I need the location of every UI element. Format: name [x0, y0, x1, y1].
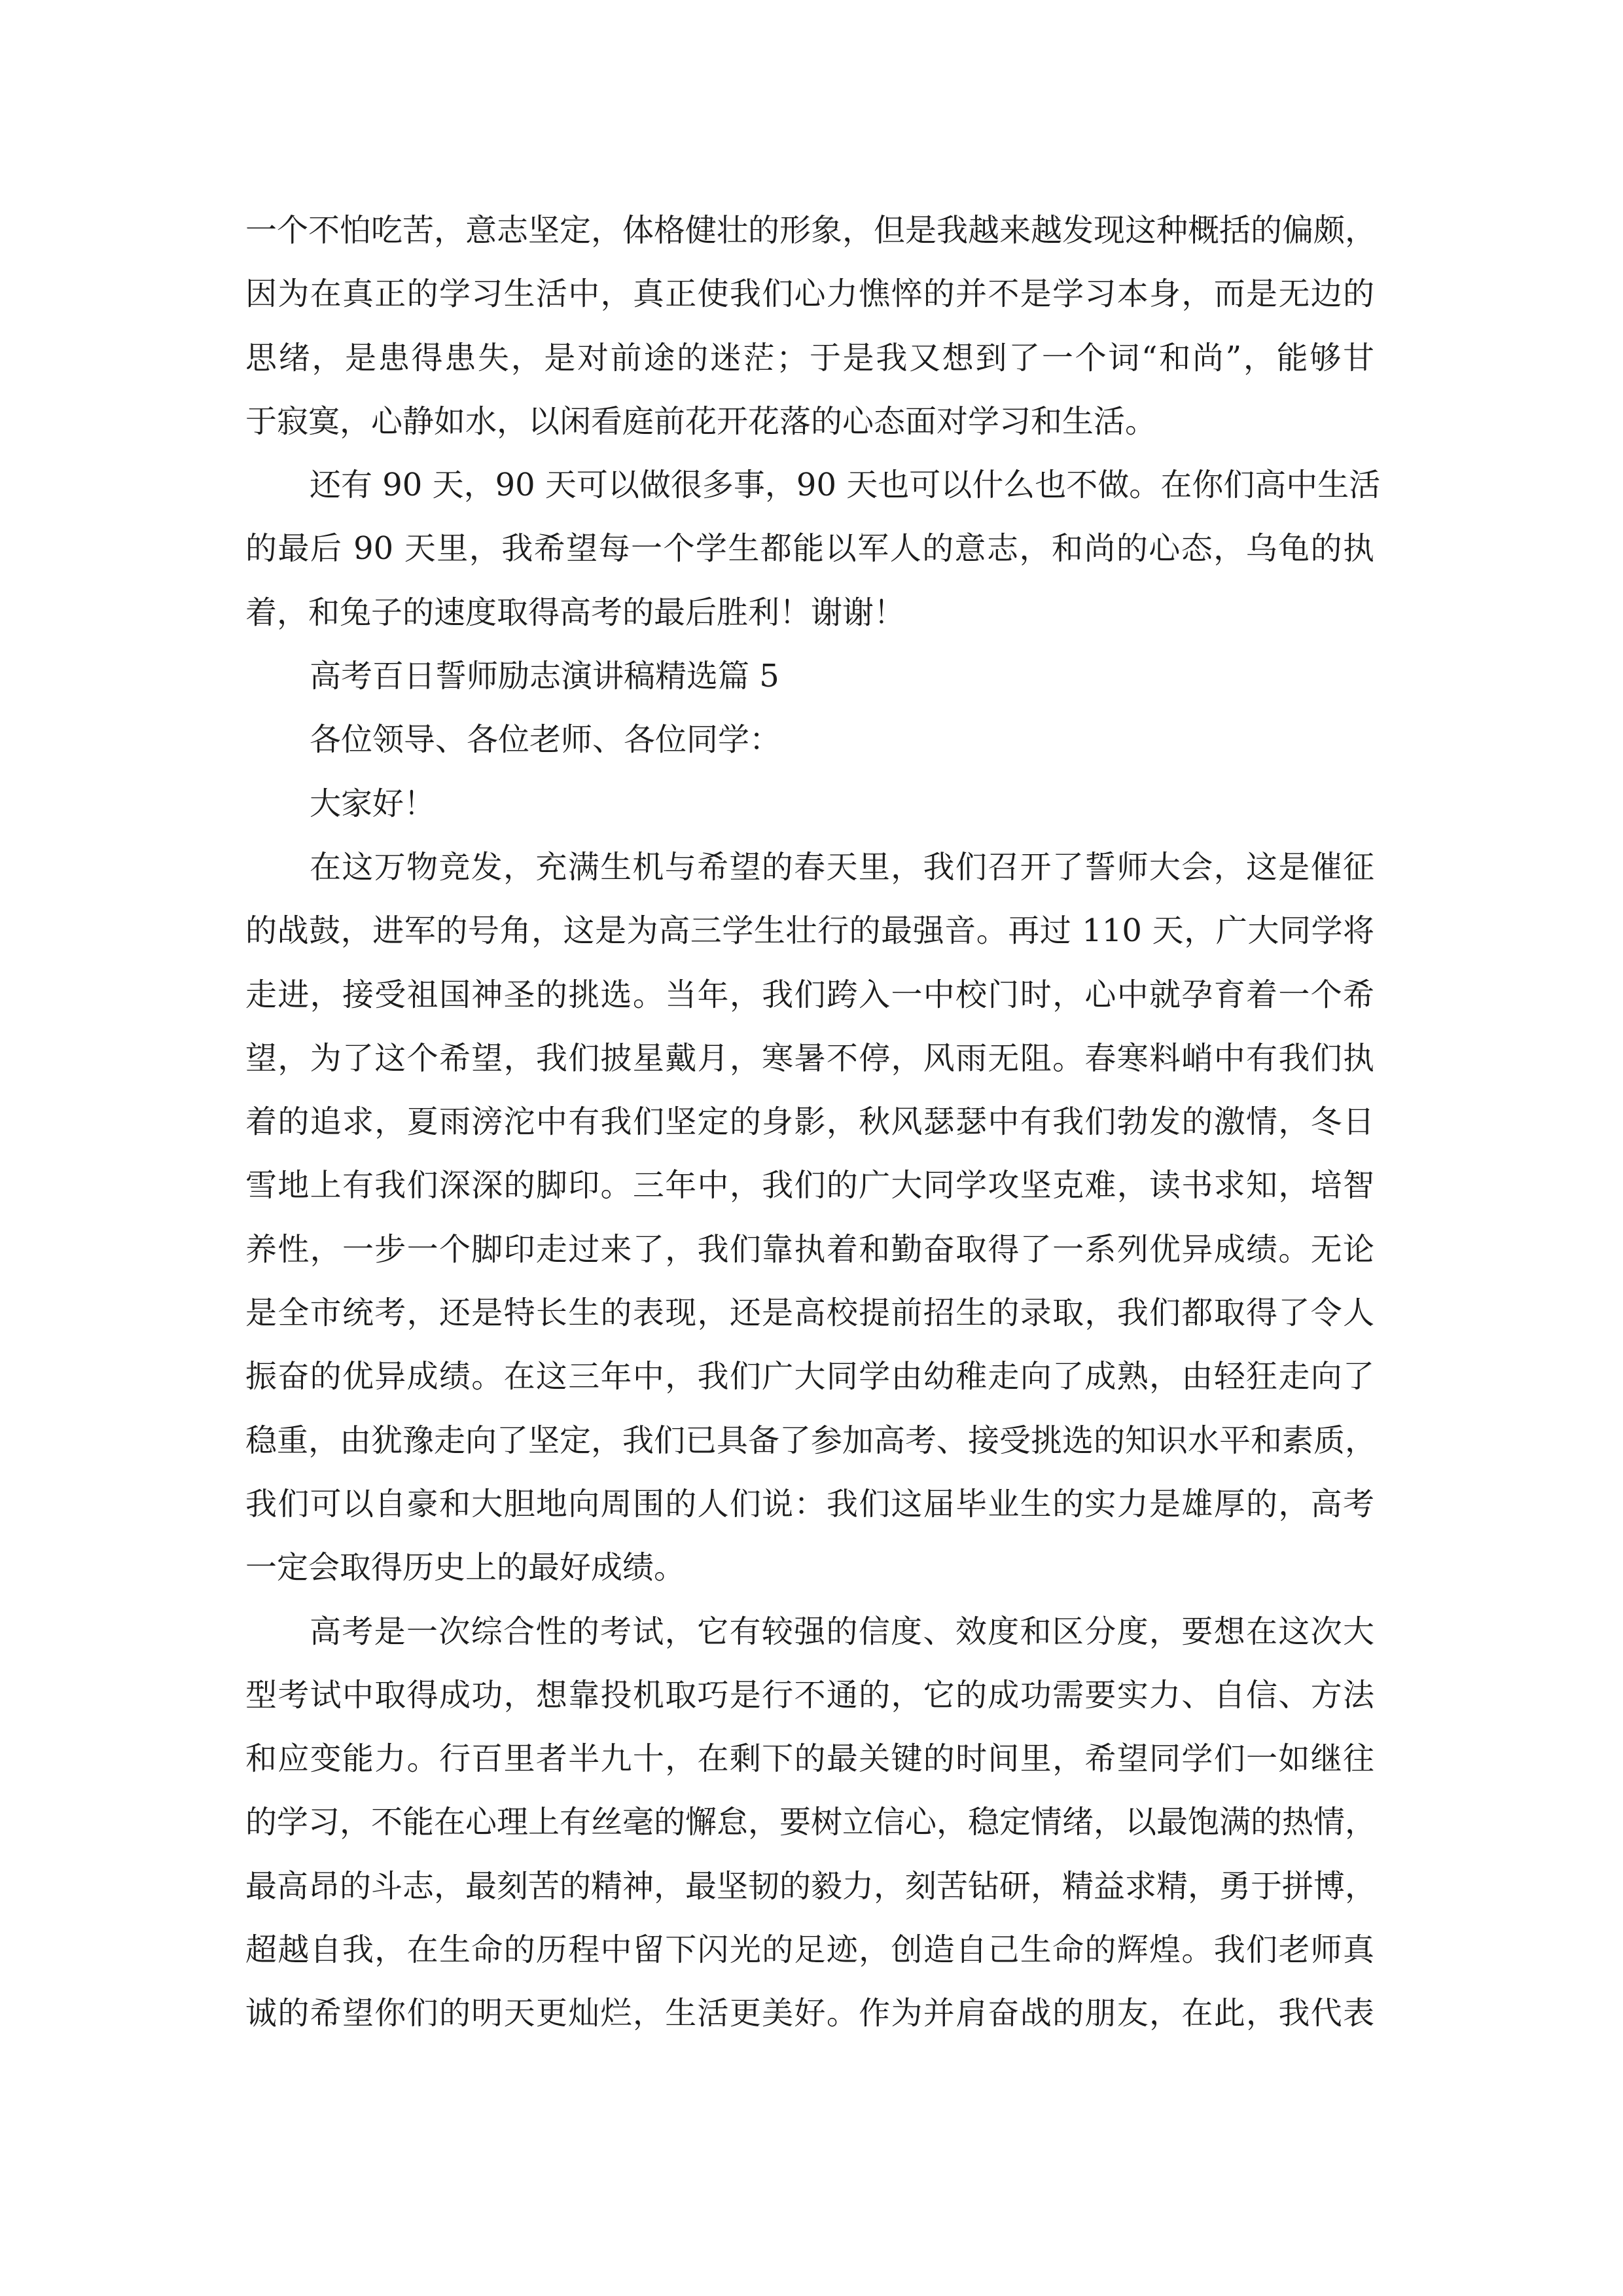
text-line: 大家好！: [310, 785, 436, 822]
text-line: 思绪，是患得患失，是对前途的迷茫；于是我又想到了一个词“和尚”，能够甘: [245, 339, 1374, 376]
text-line: 一个不怕吃苦，意志坚定，体格健壮的形象，但是我越来越发现这种概括的偏颇，: [245, 212, 1377, 249]
text-line: 雪地上有我们深深的脚印。三年中，我们的广大同学攻坚克难，读书求知，培智: [245, 1167, 1374, 1204]
text-line: 超越自我，在生命的历程中留下闪光的足迹，创造自己生命的辉煌。我们老师真: [245, 1931, 1374, 1969]
text-line: 型考试中取得成功，想靠投机取巧是行不通的，它的成功需要实力、自信、方法: [245, 1676, 1374, 1713]
text-line: 养性，一步一个脚印走过来了，我们靠执着和勤奋取得了一系列优异成绩。无论: [245, 1230, 1374, 1268]
text-line: 的学习，不能在心理上有丝毫的懈怠，要树立信心，稳定情绪，以最饱满的热情，: [245, 1804, 1377, 1841]
text-line: 振奋的优异成绩。在这三年中，我们广大同学由幼稚走向了成熟，由轻狂走向了: [245, 1358, 1374, 1395]
paragraph: [245, 836, 1377, 1600]
text-line: 一定会取得历史上的最好成绩。: [245, 1549, 686, 1587]
text-line: 走进，接受祖国神圣的挑选。当年，我们跨入一中校门时，心中就孕育着一个希: [245, 976, 1374, 1013]
text-line: 还有 90 天，90 天可以做很多事，90 天也可以什么也不做。在你们高中生活: [310, 467, 1381, 504]
text-line: 和应变能力。行百里者半九十，在剩下的最关键的时间里，希望同学们一如继往: [245, 1740, 1374, 1778]
text-line: 的战鼓，进军的号角，这是为高三学生壮行的最强音。再过 110 天，广大同学将: [245, 912, 1374, 950]
text-line: 是全市统考，还是特长生的表现，还是高校提前招生的录取，我们都取得了令人: [245, 1295, 1374, 1332]
text-line: 我们可以自豪和大胆地向周围的人们说：我们这届毕业生的实力是雄厚的，高考: [245, 1485, 1374, 1522]
text-line: 诚的希望你们的明天更灿烂，生活更美好。作为并肩奋战的朋友，在此，我代表: [245, 1995, 1374, 2032]
text-line: 高考是一次综合性的考试，它有较强的信度、效度和区分度，要想在这次大: [310, 1613, 1374, 1650]
text-line: 因为在真正的学习生活中，真正使我们心力憔悴的并不是学习本身，而是无边的: [245, 276, 1374, 313]
document-body: [245, 199, 1381, 2046]
text-line: 在这万物竞发，充满生机与希望的春天里，我们召开了誓师大会，这是催征: [310, 848, 1374, 886]
greeting: [245, 772, 1374, 836]
paragraph: [245, 1600, 1377, 2046]
text-line: 各位领导、各位老师、各位同学：: [310, 721, 781, 759]
text-line: 稳重，由犹豫走向了坚定，我们已具备了参加高考、接受挑选的知识水平和素质，: [245, 1422, 1377, 1459]
text-line: 的最后 90 天里，我希望每一个学生都能以军人的意志，和尚的心态，乌龟的执: [245, 530, 1374, 567]
section-heading: [245, 645, 1374, 708]
text-line: 望，为了这个希望，我们披星戴月，寒暑不停，风雨无阻。春寒料峭中有我们执: [245, 1039, 1374, 1077]
text-line: 着，和兔子的速度取得高考的最后胜利！谢谢！: [245, 594, 906, 631]
text-line: 最高昂的斗志，最刻苦的精神，最坚韧的毅力，刻苦钻研，精益求精，勇于拼博，: [245, 1867, 1377, 1905]
paragraph: [245, 454, 1381, 645]
text-line: 于寂寞，心静如水，以闲看庭前花开花落的心态面对学习和生活。: [245, 403, 1157, 440]
salutation: [245, 708, 1374, 772]
paragraph-continued: [245, 199, 1377, 454]
heading-line: 高考百日誓师励志演讲稿精选篇 5: [310, 658, 779, 695]
text-line: 着的追求，夏雨滂沱中有我们坚定的身影，秋风瑟瑟中有我们勃发的激情，冬日: [245, 1103, 1374, 1141]
